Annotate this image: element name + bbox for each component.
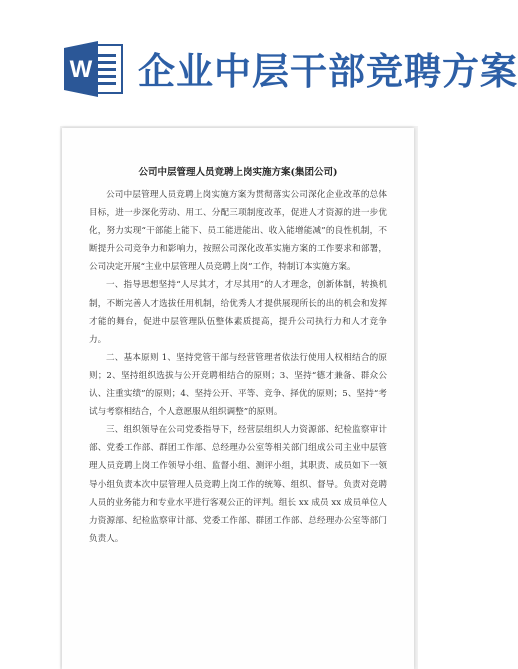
document-body bbox=[89, 186, 387, 548]
document-title: 公司中层管理人员竞聘上岗实施方案(集团公司) bbox=[138, 167, 338, 178]
banner-title: 企业中层干部竞聘方案 bbox=[138, 49, 518, 93]
paragraph-basic-principles: 二、基本原则 1、坚持党管干部与经营管理者依法行使用人权相结合的原则；2、坚持组织选拔与公开竞聘相结合的原则；3、坚持“德才兼备、群众公认、注重实绩”的原则；4、坚持公开、平等、竞争、择优的原则；5、坚持“考试与考察相结合，个人意愿服从组织调整”的原则。 bbox=[89, 352, 387, 418]
document-page bbox=[62, 128, 414, 669]
word-document-icon bbox=[62, 40, 126, 98]
paragraph-intro: 公司中层管理人员竞聘上岗实施方案为贯彻落实公司深化企业改革的总体目标，进一步深化劳动、用工、分配三项制度改革，促进人才资源的进一步优化，努力实现“干部能上能下、员工能进能出、收入能增能减”的良性机制，不断提升公司竞争力和影响力，按照公司深化改革实施方案的工作要求和部署，公司决定开展“主业中层管理人员竞聘上岗”工作，特制订本实施方案。 bbox=[89, 190, 387, 273]
paragraph-guiding-ideology: 一、指导思想坚持“人尽其才，才尽其用”的人才理念，创新体制，转换机制，不断完善人才选拔任用机制，给优秀人才提供展现所长的出的机会和发挥才能的舞台，促进中层管理队伍整体素质提高，提升公司执行力和人才竞争力。 bbox=[89, 280, 387, 345]
paragraph-organization-leadership: 三、组织领导在公司党委指导下，经营层组织人力资源部、纪检监察审计部、党委工作部、群团工作部、总经理办公室等相关部门组成公司主业中层管理人员竞聘上岗工作领导小组、监督小组、测评小组，其职责、成员如下一领导小组负责本次中层管理人员竞聘上岗工作的统筹、组织、督导。负责对竞聘人员的业务能力和专业水平进行客观公正的评判。组长 xx 成员 xx 成员单位人力资源部、纪检监察审计部、党委工作部、群团工作部、总经理办公室等部门负责人。 bbox=[89, 425, 387, 544]
word-logo-letter: W bbox=[69, 56, 93, 83]
banner bbox=[0, 0, 518, 100]
